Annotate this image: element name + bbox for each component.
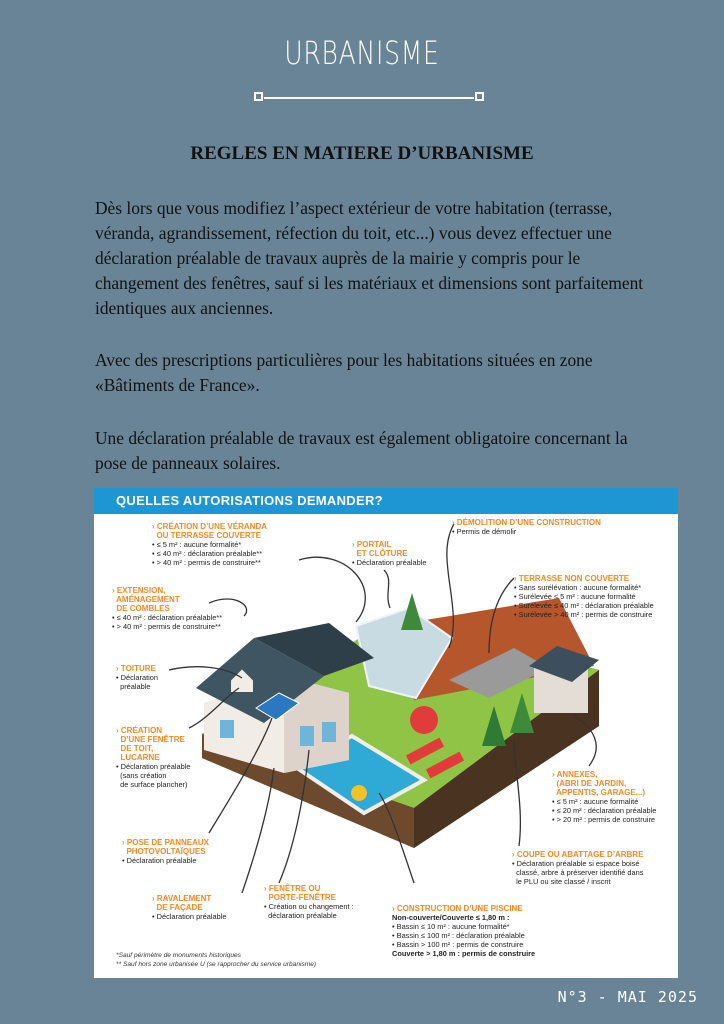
paragraph-exterieur: Dès lors que vous modifiez l’aspect extérieur de votre habitation (terrasse, véranda, agrandissement, réfection du toit, etc...) vous devez effectuer une déclaration préalable de travaux auprès de la mairie y compris pour le changement des fenêtres, sauf si les matériaux et dimensions sont parfaitement identiques aux anciennes. — [95, 198, 644, 318]
house-window-2 — [300, 726, 314, 746]
label-piscine-title: › CONSTRUCTION D’UNE PISCINE — [392, 904, 523, 913]
paragraph-panneaux-solaires: Une déclaration préalable de travaux est également obligatoire concernant la pose de panneaux solaires. — [95, 428, 628, 473]
label-annexes-detail-1: • ≤ 5 m² : aucune formalité — [552, 797, 639, 806]
label-piscine-detail-1: Non-couverte/Couverte ≤ 1,80 m : — [392, 913, 510, 922]
label-annexes — [552, 770, 656, 824]
label-fenetre-toit-detail-1: • Déclaration préalable — [116, 762, 191, 771]
label-fenetre — [264, 884, 354, 920]
label-extension-detail-2: • > 40 m² : permis de construire** — [112, 622, 221, 631]
label-terrasse-detail-4: • Surélevée > 40 m² : permis de construire — [514, 610, 653, 619]
title-divider — [254, 91, 484, 105]
paragraph-batiments-de-france: Avec des prescriptions particulières pour les habitations situées en zone «Bâtiments de France». — [95, 350, 593, 395]
label-ravalement-detail-1: • Déclaration préalable — [152, 912, 227, 921]
label-annexes-detail-3: • > 20 m² : permis de construire — [552, 815, 656, 824]
label-terrasse-detail-3: • Surélevée ≤ 40 m² : déclaration préalable — [514, 601, 654, 610]
page-title: URBANISME — [284, 34, 440, 72]
label-panneaux-title: › POSE DE PANNEAUX PHOTOVOLTAÏQUES — [122, 838, 209, 856]
label-ravalement — [152, 894, 226, 921]
label-arbre-title: › COUPE OU ABATTAGE D’ARBRE — [512, 850, 644, 859]
label-toiture-detail-1: • Déclaration — [116, 673, 159, 682]
label-arbre-detail-3: le PLU ou site classé / inscrit — [512, 877, 611, 886]
label-fenetre-toit-detail-3: de surface plancher) — [116, 780, 188, 789]
label-fenetre-detail-2: déclaration préalable — [264, 911, 337, 920]
house-window-1 — [220, 720, 234, 738]
label-fenetre-detail-1: • Création ou changement : — [264, 902, 354, 911]
parasol — [410, 706, 438, 734]
footnote-1: *Sauf périmètre de monuments historiques — [116, 952, 241, 959]
label-toiture-title: › TOITURE — [116, 664, 156, 673]
divider-square-right — [475, 92, 484, 101]
label-fenetre-title: › FENÊTRE OU PORTE-FENÊTRE — [264, 884, 337, 902]
divider-square-left — [254, 92, 263, 101]
infographic-autorisations — [94, 488, 678, 978]
section-heading: REGLES EN MATIERE D’URBANISME — [190, 143, 534, 164]
label-arbre-detail-2: classé, arbre à préserver identifié dans — [512, 868, 644, 877]
label-panneaux — [122, 838, 209, 865]
divider-line — [264, 97, 474, 99]
footnote-2: ** Sauf hors zone urbanisée U (se rapprocher du service urbanisme) — [116, 960, 317, 968]
label-terrasse — [514, 574, 654, 619]
label-demolition — [452, 518, 601, 536]
label-toiture — [116, 664, 158, 691]
label-piscine-detail-3: • Bassin ≤ 100 m² : déclaration préalable — [392, 931, 525, 940]
label-veranda-detail-2: • ≤ 40 m² : déclaration préalable** — [152, 549, 263, 558]
label-piscine-detail-2: • Bassin ≤ 10 m² : aucune formalité* — [392, 922, 510, 931]
label-fenetre-toit-detail-2: (sans création — [116, 771, 167, 780]
arrow-portail — [384, 570, 390, 608]
infographic-header-text: QUELLES AUTORISATIONS DEMANDER? — [116, 493, 383, 508]
label-veranda-title: › CRÉATION D’UNE VÉRANDA OU TERRASSE COUVERTE — [152, 522, 267, 540]
label-extension-detail-1: • ≤ 40 m² : déclaration préalable** — [112, 613, 223, 622]
label-portail-title: › PORTAIL ET CLÔTURE — [352, 540, 408, 558]
label-piscine-detail-4: • Bassin > 100 m² : permis de construire — [392, 940, 524, 949]
pool-float — [351, 785, 367, 801]
label-terrasse-detail-2: • Surélevée ≤ 5 m² : aucune formalité — [514, 592, 636, 601]
arrow-ravalement — [242, 768, 274, 893]
label-arbre — [512, 850, 643, 886]
label-fenetre-toit-title: › CRÉATION D’UNE FENÊTRE DE TOIT, LUCARNE — [116, 726, 185, 762]
label-ravalement-title: › RAVALEMENT DE FAÇADE — [152, 894, 212, 912]
label-extension — [112, 586, 222, 631]
label-piscine — [392, 904, 535, 958]
label-veranda-detail-1: • ≤ 5 m² : aucune formalité* — [152, 540, 242, 549]
label-portail-detail-1: • Déclaration préalable — [352, 558, 427, 567]
label-panneaux-detail-1: • Déclaration préalable — [122, 856, 197, 865]
label-annexes-detail-2: • ≤ 20 m² : déclaration préalable — [552, 806, 657, 815]
label-arbre-detail-1: • Déclaration préalable si espace boisé — [512, 859, 640, 868]
label-piscine-detail-5: Couverte > 1,80 m : permis de construire — [392, 949, 536, 958]
house-window-3 — [322, 722, 336, 742]
label-toiture-detail-2: préalable — [116, 682, 151, 691]
label-portail — [352, 540, 426, 567]
label-veranda — [152, 522, 267, 567]
label-fenetre-toit — [116, 726, 190, 789]
label-veranda-detail-3: • > 40 m² : permis de construire** — [152, 558, 261, 567]
label-terrasse-title: › TERRASSE NON COUVERTE — [514, 574, 630, 583]
label-annexes-title: › ANNEXES, (ABRI DE JARDIN, APPENTIS, GARAGE...) — [552, 770, 646, 797]
label-terrasse-detail-1: • Sans surélévation : aucune formalité* — [514, 583, 642, 592]
issue-footer: N°3 - MAI 2025 — [557, 988, 698, 1006]
label-demolition-title: › DÉMOLITION D’UNE CONSTRUCTION — [452, 518, 601, 527]
label-extension-title: › EXTENSION, AMÉNAGEMENT DE COMBLES — [112, 586, 180, 613]
label-demolition-detail-1: • Permis de démolir — [452, 527, 517, 536]
infographic-footnotes — [116, 952, 316, 969]
